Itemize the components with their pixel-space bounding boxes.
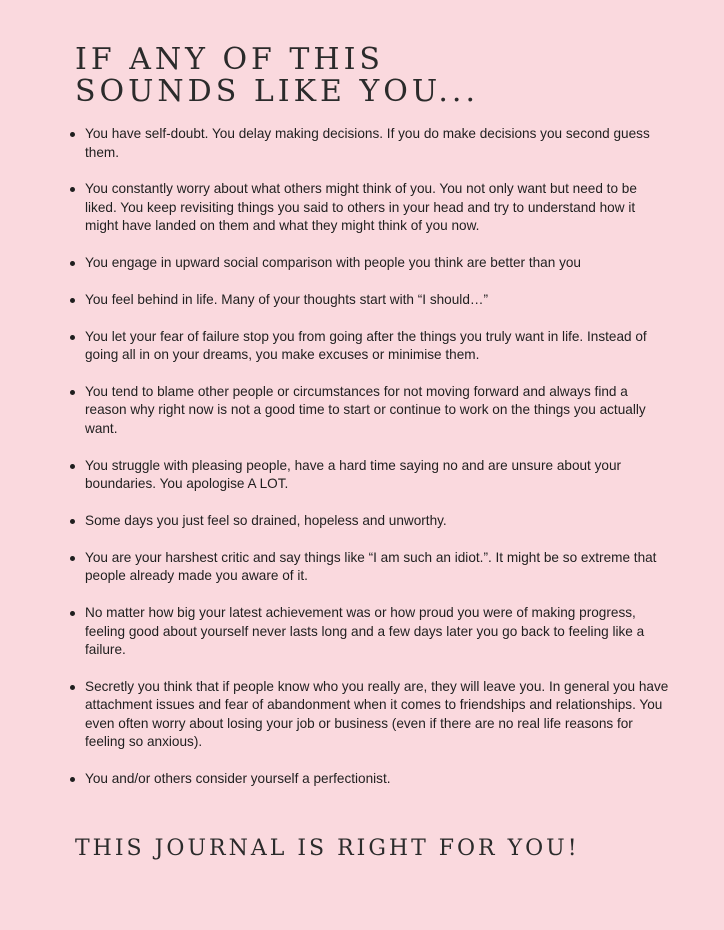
list-item-text: You constantly worry about what others might think of you. You not only want but need to be liked. You keep revisiting things you said to others in your head and try to understand how it might have landed on them and what they might think of you now. xyxy=(85,181,637,234)
list-item xyxy=(0,125,724,162)
list-item-text: Secretly you think that if people know who you really are, they will leave you. In general you have attachment issues and fear of abandonment when it comes to friendships and relationships. You even often worry about losing your job or business (even if there are no real life reasons for feeling so anxious). xyxy=(85,678,669,750)
list-item-text: Some days you just feel so drained, hopeless and unworthy. xyxy=(85,513,447,529)
list-item-text: You are your harshest critic and say things like “I am such an idiot.”. It might be so extreme that people already made you aware of it. xyxy=(85,549,657,584)
list-item xyxy=(0,180,724,236)
bullet-icon xyxy=(70,298,75,303)
list-item xyxy=(0,549,724,586)
list-item xyxy=(0,512,724,531)
list-item-text: No matter how big your latest achievement was or how proud you were of making progress, feeling good about yourself never lasts long and a few days later you go back to feeling like a failure. xyxy=(85,605,645,658)
list-item xyxy=(0,457,724,494)
list-item-text: You have self-doubt. You delay making decisions. If you do make decisions you second guess them. xyxy=(85,126,650,160)
bullet-icon xyxy=(70,556,75,561)
list-item xyxy=(0,770,724,789)
list-item-text: You and/or others consider yourself a perfectionist. xyxy=(85,771,391,787)
bullet-icon xyxy=(70,132,75,137)
list-item xyxy=(0,328,724,365)
title-line-1: IF ANY OF THIS xyxy=(75,42,384,77)
bullet-icon xyxy=(70,611,75,616)
symptom-list xyxy=(0,125,724,807)
list-item-text: You struggle with pleasing people, have a hard time saying no and are unsure about your boundaries. You apologise A LOT. xyxy=(85,457,622,492)
bullet-icon xyxy=(70,685,75,690)
bullet-icon xyxy=(70,335,75,340)
bullet-icon xyxy=(70,261,75,266)
list-item xyxy=(0,291,724,310)
bullet-icon xyxy=(70,390,75,395)
list-item-text: You feel behind in life. Many of your thoughts start with “I should…” xyxy=(85,291,488,307)
list-item xyxy=(0,678,724,752)
list-item-text: You tend to blame other people or circumstances for not moving forward and always find a reason why right now is not a good time to start or continue to work on the things you actually want. xyxy=(85,383,646,436)
list-item xyxy=(0,383,724,439)
list-item xyxy=(0,604,724,660)
title-line-2: SOUNDS LIKE YOU... xyxy=(75,74,479,109)
bullet-icon xyxy=(70,464,75,469)
bullet-icon xyxy=(70,777,75,782)
list-item-text: You engage in upward social comparison with people you think are better than you xyxy=(85,255,581,271)
list-item-text: You let your fear of failure stop you from going after the things you truly want in life. Instead of going all in on your dreams, you make excuses or minimise them. xyxy=(85,328,647,363)
bullet-icon xyxy=(70,519,75,524)
page-title xyxy=(75,44,479,108)
closing-statement: THIS JOURNAL IS RIGHT FOR YOU! xyxy=(75,836,580,861)
bullet-icon xyxy=(70,187,75,192)
list-item xyxy=(0,254,724,273)
